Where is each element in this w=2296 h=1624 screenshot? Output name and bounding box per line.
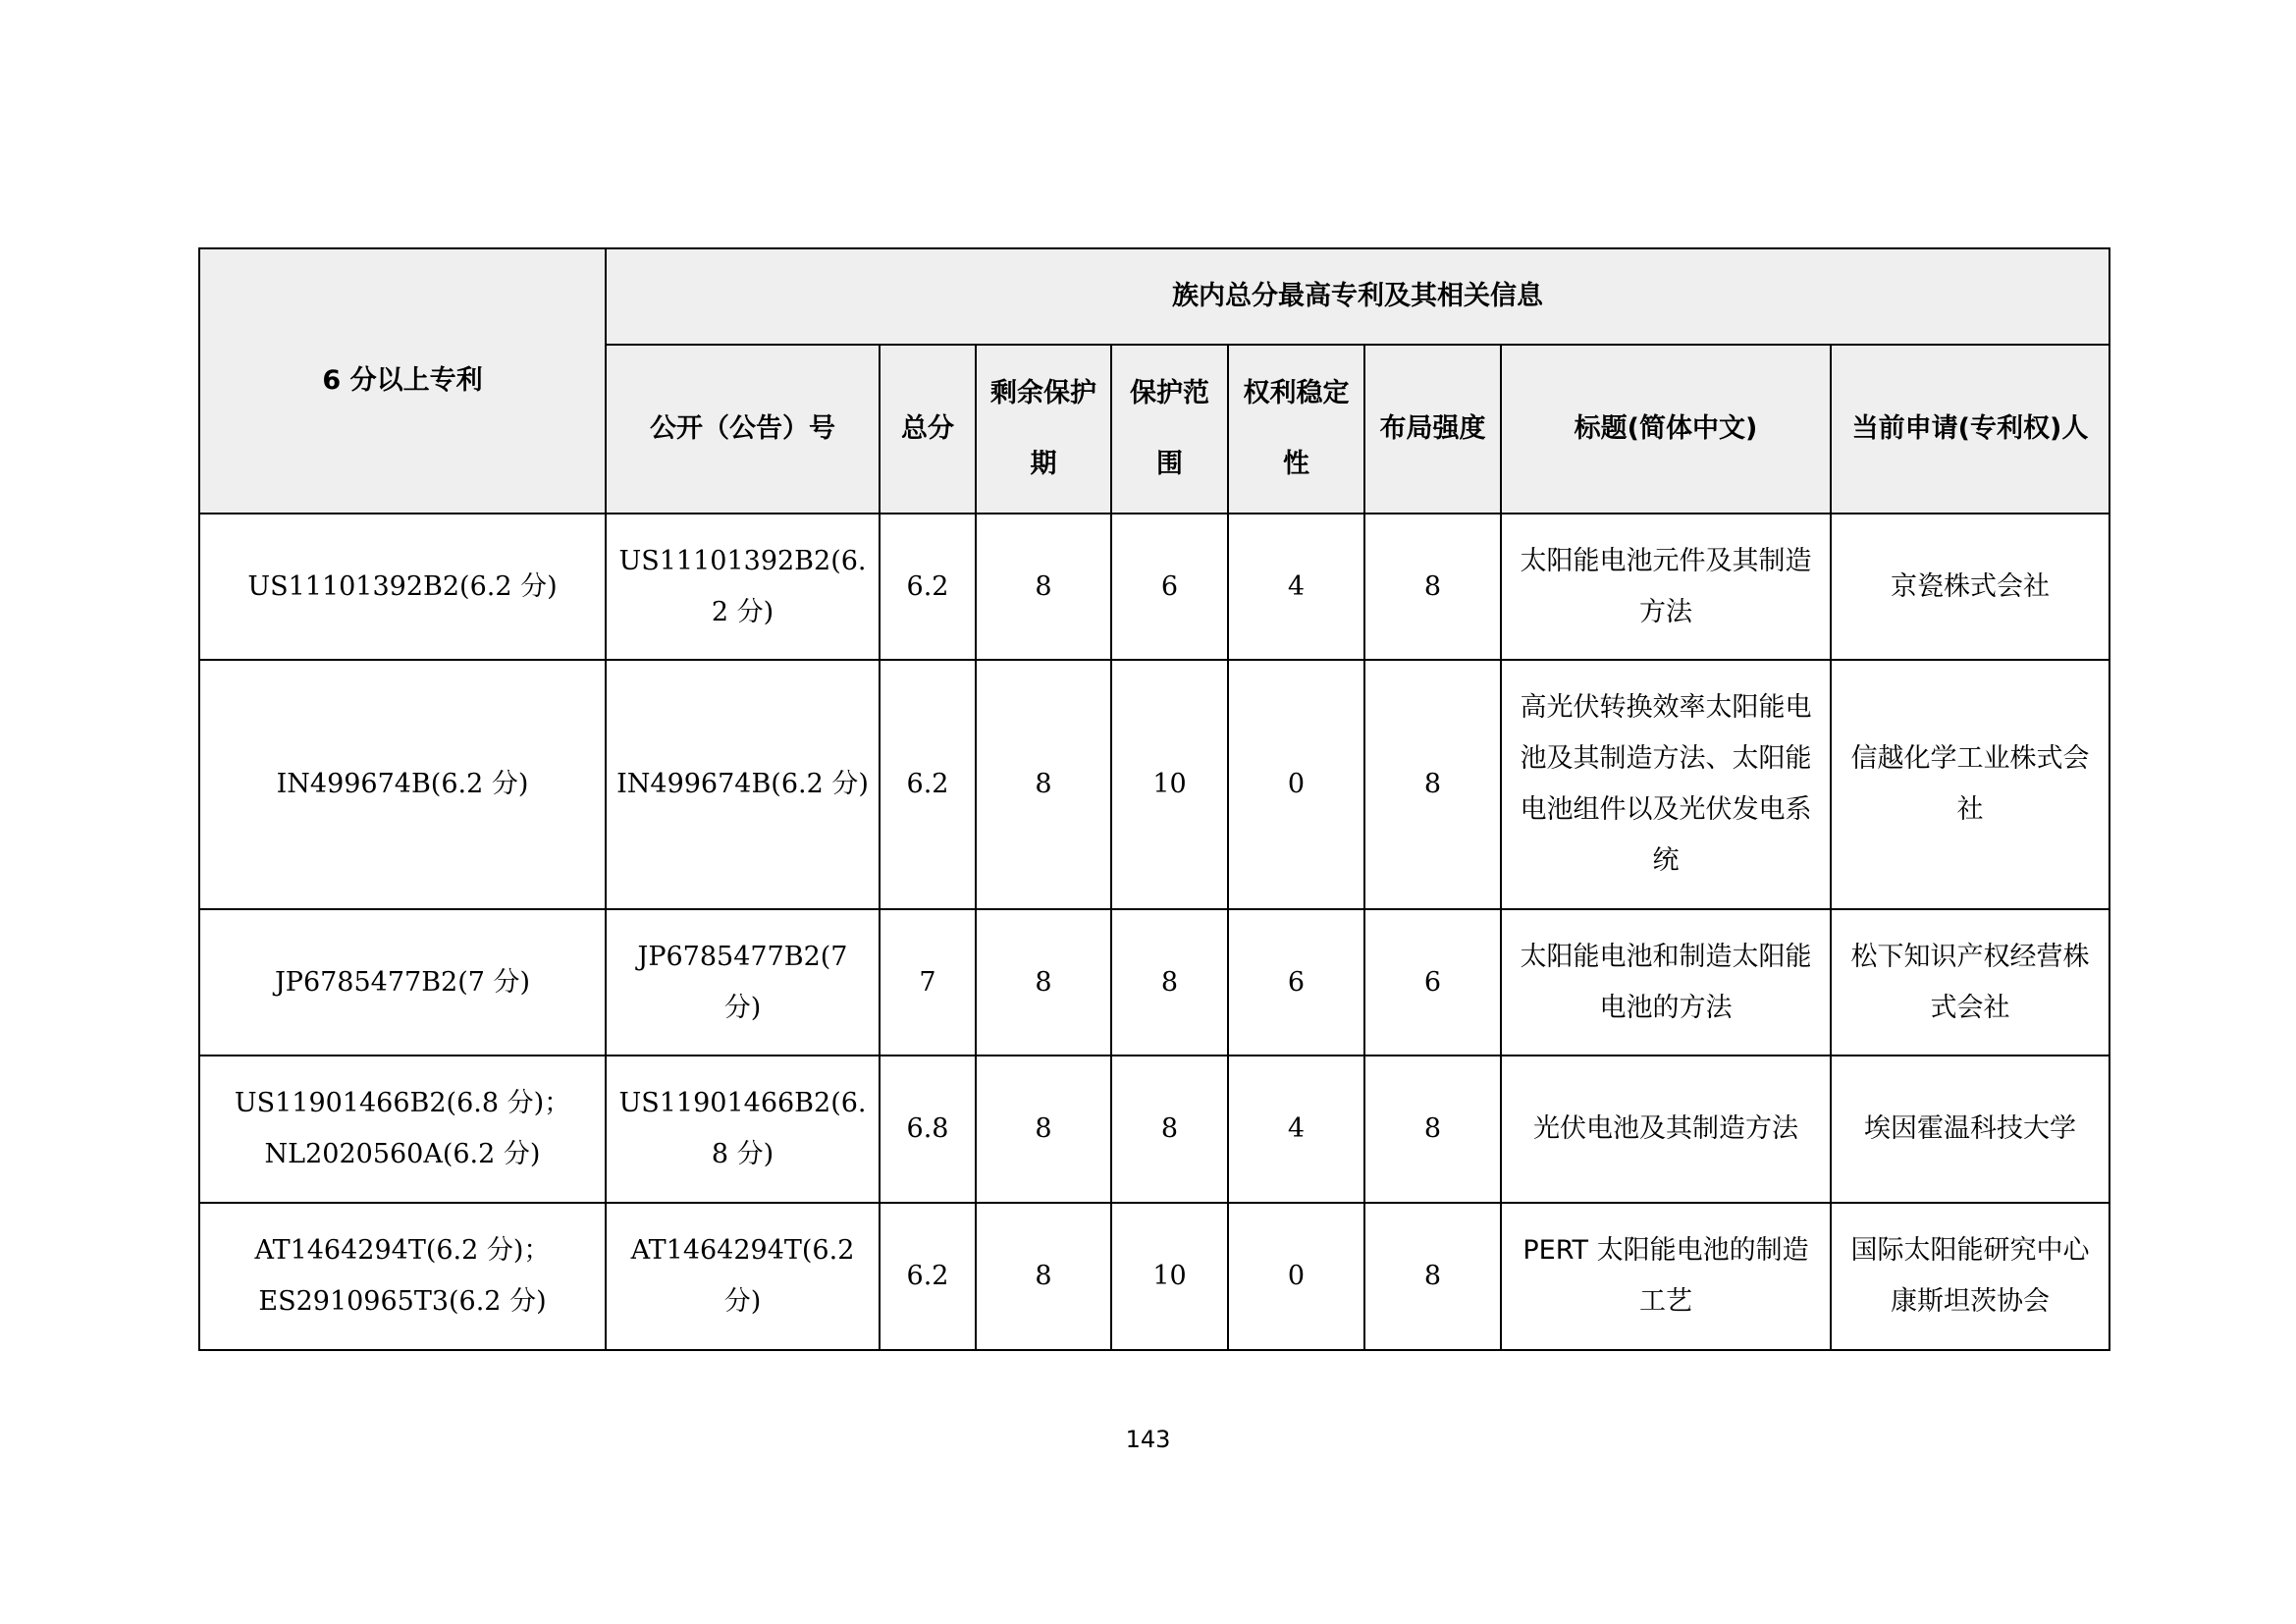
table-row bbox=[199, 660, 2109, 909]
table-row bbox=[199, 1056, 2109, 1203]
cell-remain: 8 bbox=[976, 660, 1111, 909]
cell-stability: 4 bbox=[1228, 514, 1364, 660]
cell-applicant: 国际太阳能研究中心康斯坦茨协会 bbox=[1831, 1203, 2109, 1350]
table-row bbox=[199, 909, 2109, 1056]
header-group: 族内总分最高专利及其相关信息 bbox=[606, 248, 2109, 345]
cell-stability: 0 bbox=[1228, 1203, 1364, 1350]
cell-scope: 6 bbox=[1111, 514, 1228, 660]
cell-applicant: 京瓷株式会社 bbox=[1831, 514, 2109, 660]
cell-main-patents: JP6785477B2(7 分) bbox=[199, 909, 606, 1056]
cell-title: 高光伏转换效率太阳能电池及其制造方法、太阳能电池组件以及光伏发电系统 bbox=[1501, 660, 1831, 909]
cell-layout: 8 bbox=[1364, 660, 1501, 909]
cell-layout: 8 bbox=[1364, 1056, 1501, 1203]
cell-main-patents: IN499674B(6.2 分) bbox=[199, 660, 606, 909]
cell-total: 6.2 bbox=[880, 514, 976, 660]
cell-layout: 8 bbox=[1364, 1203, 1501, 1350]
cell-stability: 4 bbox=[1228, 1056, 1364, 1203]
cell-scope: 10 bbox=[1111, 660, 1228, 909]
cell-remain: 8 bbox=[976, 909, 1111, 1056]
cell-total: 7 bbox=[880, 909, 976, 1056]
cell-main-patents: US11901466B2(6.8 分)； NL2020560A(6.2 分) bbox=[199, 1056, 606, 1203]
cell-stability: 6 bbox=[1228, 909, 1364, 1056]
cell-main-patents: AT1464294T(6.2 分)； ES2910965T3(6.2 分) bbox=[199, 1203, 606, 1350]
header-remaining-term: 剩余保护期 bbox=[976, 345, 1111, 514]
cell-title: PERT 太阳能电池的制造工艺 bbox=[1501, 1203, 1831, 1350]
cell-pub-number: US11101392B2(6.2 分) bbox=[606, 514, 880, 660]
cell-main-patents: US11101392B2(6.2 分) bbox=[199, 514, 606, 660]
header-scope: 保护范围 bbox=[1111, 345, 1228, 514]
page-number: 143 bbox=[1125, 1426, 1171, 1453]
header-layout-strength: 布局强度 bbox=[1364, 345, 1501, 514]
cell-remain: 8 bbox=[976, 1056, 1111, 1203]
header-main-col: 6 分以上专利 bbox=[199, 248, 606, 514]
cell-pub-number: JP6785477B2(7 分) bbox=[606, 909, 880, 1056]
cell-pub-number: IN499674B(6.2 分) bbox=[606, 660, 880, 909]
cell-applicant: 松下知识产权经营株式会社 bbox=[1831, 909, 2109, 1056]
cell-layout: 8 bbox=[1364, 514, 1501, 660]
table-row bbox=[199, 514, 2109, 660]
cell-total: 6.8 bbox=[880, 1056, 976, 1203]
cell-pub-number: US11901466B2(6.8 分) bbox=[606, 1056, 880, 1203]
header-total-score: 总分 bbox=[880, 345, 976, 514]
cell-remain: 8 bbox=[976, 514, 1111, 660]
header-title: 标题(简体中文) bbox=[1501, 345, 1831, 514]
cell-title: 太阳能电池元件及其制造方法 bbox=[1501, 514, 1831, 660]
patent-table bbox=[198, 247, 2110, 1351]
cell-title: 光伏电池及其制造方法 bbox=[1501, 1056, 1831, 1203]
cell-stability: 0 bbox=[1228, 660, 1364, 909]
header-stability: 权利稳定性 bbox=[1228, 345, 1364, 514]
cell-layout: 6 bbox=[1364, 909, 1501, 1056]
cell-remain: 8 bbox=[976, 1203, 1111, 1350]
cell-scope: 8 bbox=[1111, 909, 1228, 1056]
cell-total: 6.2 bbox=[880, 1203, 976, 1350]
cell-total: 6.2 bbox=[880, 660, 976, 909]
cell-scope: 10 bbox=[1111, 1203, 1228, 1350]
header-applicant: 当前申请(专利权)人 bbox=[1831, 345, 2109, 514]
cell-pub-number: AT1464294T(6.2 分) bbox=[606, 1203, 880, 1350]
cell-title: 太阳能电池和制造太阳能电池的方法 bbox=[1501, 909, 1831, 1056]
cell-scope: 8 bbox=[1111, 1056, 1228, 1203]
header-pub-number: 公开（公告）号 bbox=[606, 345, 880, 514]
cell-applicant: 信越化学工业株式会社 bbox=[1831, 660, 2109, 909]
table-row bbox=[199, 1203, 2109, 1350]
cell-applicant: 埃因霍温科技大学 bbox=[1831, 1056, 2109, 1203]
